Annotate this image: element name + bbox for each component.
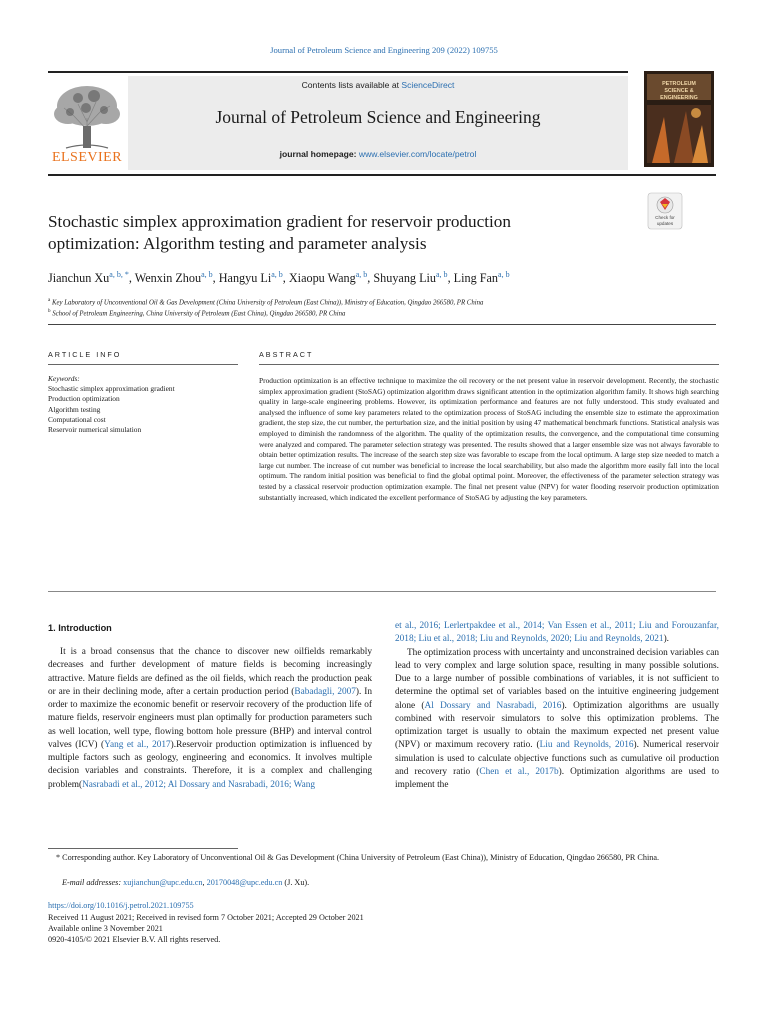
masthead-top-rule bbox=[48, 71, 628, 73]
citation-link[interactable]: et al., 2016; Lerlertpakdee et al., 2014; Van Essen et al., 2011; Liu and Forouzanfar, 2018; Liu et al., 2018; Liu and Reynolds, 2020; Liu and Reynolds, 2021 bbox=[395, 621, 719, 645]
check-updates-icon bbox=[644, 192, 686, 232]
abstract-text: Production optimization is an effective technique to maximize the oil recovery or the net present value in reservoir development. Recently, the stochastic simplex approximation gradient (StoSAG) optimization algorithm draws significant attention in the optimization algorithm family. It shows high searching quality in large-scale engineering problems. However, its optimization performance and features are not fully understood. This study evaluated and analysed the influence of some key parameters related to the optimization process of StoSAG including the ensemble size to estimate the approximation gradient, the step size, the cut number, the perturbation size, and the initial position by using 47 mathematical benchmark functions. Statistical analysis was employed to diminish the randomness of the algorithm. The quality of the optimization results, the convergence, and the computational time consuming were analyzed and compared. The parameter selection strategy was presented. The results showed that a larger ensemble size was not always favorable to obtain better optimization results. The increase of the search step size was favorable to escape from the local optimum. A large step size needed to match a large cut number. The increase of cut number was beneficial to increase the local searchability, but also made the algorithm more easily fall into the local optimum. The random initial position was beneficial to find the global optimal point. Moreover, the effectiveness of the parameter selection strategy was tested by a classical reservoir production optimization example. The final net present value (NPV) for water flooding reservoir production optimization substantially increased, which indicated the excellent performance of StoSAG by adjusting the key parameters. bbox=[259, 376, 719, 502]
intro-paragraph: It is a broad consensus that the chance to discover new oilfields remarkably decreases and further development of mature fields is becoming increasingly attractive. Mature fields are defined as the oil fields, which reach the production peak or are in their declining mode, after a certain production period (Babadagli, 2007). In order to maximize the economic benefit or reservoir recovery of the production life of mature fields, reservoir engineers must plan optimally for production parameters such as well location, well type, flowing bottom hole pressure (BHP) and interval control valves (ICV) (Yang et al., 2017).Reservoir production optimization is influenced by multiple factors such as geology, engineering and economics. It involves multiple decision variables and constraints. Therefore, it is a complex and challenging problem(Nasrabadi et al., 2012; Al Dossary and Nasrabadi, 2016; Wang bbox=[48, 647, 372, 790]
journal-cover-image[interactable] bbox=[644, 71, 714, 167]
intro-paragraph: et al., 2016; Lerlertpakdee et al., 2014; Van Essen et al., 2011; Liu and Forouzanfar, 2018; Liu et al., 2018; Liu and Reynolds, 2020; Liu and Reynolds, 2021). bbox=[395, 621, 719, 645]
keyword: Algorithm testing bbox=[48, 404, 101, 414]
citation-link[interactable]: Liu and Reynolds, 2016 bbox=[539, 740, 634, 751]
email-addresses: E-mail addresses: xujianchun@upc.edu.cn, 20170048@upc.edu.cn (J. Xu). bbox=[62, 878, 310, 887]
keywords-label: Keywords: bbox=[48, 374, 80, 383]
svg-text:Check for: Check for bbox=[655, 215, 675, 220]
email-link[interactable]: 20170048@upc.edu.cn bbox=[206, 878, 283, 887]
citation-link[interactable]: Babadagli, 2007 bbox=[294, 686, 356, 697]
author[interactable]: Jianchun Xu bbox=[48, 271, 110, 286]
body-divider bbox=[48, 591, 716, 592]
svg-text:PETROLEUM: PETROLEUM bbox=[662, 81, 696, 87]
article-history: Received 11 August 2021; Received in revised form 7 October 2021; Accepted 29 October 2021 bbox=[48, 913, 364, 922]
author-list: Jianchun $Xu^{a, b, *}$, Wenxin Zhou$^{a, b}$, Hangyu Li$^{a, b}$, Xiaopu Wang$^{a, b}$, Shuyang Liu$^{a, b}$, Ling Fan$^{a, b}$ bbox=[48, 270, 510, 286]
keyword: Production optimization bbox=[48, 394, 120, 404]
homepage-link[interactable]: www.elsevier.com/locate/petrol bbox=[358, 149, 477, 159]
intro-left-column bbox=[48, 646, 372, 792]
author[interactable]: Ling Fan bbox=[453, 271, 499, 286]
journal-masthead bbox=[128, 76, 628, 170]
check-for-updates-button[interactable] bbox=[644, 192, 686, 232]
affiliation-b: $^b$ School of Petroleum Engineering, China University of Petroleum (East China), Qingdao 266580, PR China bbox=[48, 309, 346, 318]
available-online: Available online 3 November 2021 bbox=[48, 924, 163, 933]
elsevier-wordmark: ELSEVIER bbox=[51, 150, 123, 165]
keyword: Reservoir numerical simulation bbox=[48, 425, 142, 435]
article-info-heading: ARTICLE INFO bbox=[48, 350, 122, 359]
svg-text:SCIENCE &: SCIENCE & bbox=[664, 88, 694, 94]
article-title: Stochastic simplex approximation gradient for reservoir production optimization: Algorithm testing and parameter analysis bbox=[48, 212, 511, 253]
copyright-notice: 0920-4105/© 2021 Elsevier B.V. All rights reserved. bbox=[48, 935, 221, 944]
contents-availability: Contents lists available at ScienceDirect bbox=[301, 80, 455, 90]
doi-link[interactable]: https://doi.org/10.1016/j.petrol.2021.109755 bbox=[48, 901, 194, 910]
running-header[interactable]: Journal of Petroleum Science and Engineering 209 (2022) 109755 bbox=[270, 45, 498, 55]
citation-link[interactable]: Yang et al., 2017 bbox=[104, 739, 171, 750]
journal-homepage: journal homepage: www.elsevier.com/locate/petrol bbox=[279, 149, 477, 159]
sciencedirect-link[interactable]: ScienceDirect bbox=[401, 80, 455, 90]
author[interactable]: Hangyu Li bbox=[218, 271, 272, 286]
corresponding-author-note: * Corresponding author. Key Laboratory of Unconventional Oil & Gas Development (China University of Petroleum (East China)), Ministry of Education, Qingdao 266580, PR China. bbox=[56, 853, 660, 862]
masthead-bottom-rule bbox=[48, 174, 716, 176]
keyword: Stochastic simplex approximation gradient bbox=[48, 384, 175, 394]
journal-title: Journal of Petroleum Science and Engineering bbox=[215, 107, 541, 127]
keyword: Computational cost bbox=[48, 414, 106, 424]
affiliation-a: $^a$ Key Laboratory of Unconventional Oil & Gas Development (China University of Petroleum (East China)), Ministry of Education, Qingdao 266580, PR China bbox=[48, 298, 484, 307]
author[interactable]: Wenxin Zhou bbox=[134, 271, 202, 286]
citation-link[interactable]: Nasrabadi et al., 2012; Al Dossary and Nasrabadi, 2016; Wang bbox=[82, 779, 316, 790]
author[interactable]: Xiaopu Wang bbox=[288, 271, 356, 286]
author[interactable]: Shuyang Liu bbox=[373, 271, 436, 286]
citation-link[interactable]: Chen et al., 2017b bbox=[479, 766, 559, 777]
footnote-rule bbox=[48, 848, 238, 849]
section-heading-introduction: 1. Introduction bbox=[48, 623, 112, 633]
abstract-heading: ABSTRACT bbox=[259, 350, 314, 359]
affiliation-divider bbox=[48, 324, 716, 325]
svg-text:ENGINEERING: ENGINEERING bbox=[660, 95, 698, 101]
email-link[interactable]: xujianchun@upc.edu.cn bbox=[123, 878, 203, 887]
intro-right-column bbox=[395, 620, 719, 792]
intro-paragraph: The optimization process with uncertainty and unconstrained decision variables can lead to very complex and large solution space, resulting in many possible solutions. Due to a large number of possible combinations of variables, it is not sufficient to determine the optimal set of variables based on the intuitive engineering judgement alone (Al Dossary and Nasrabadi, 2016). Optimization algorithms are usually combined with reservoir simulators to solve this optimization problems. The optimization target is usually to obtain the maximum expected net present value (NPV) or maximum recovery ratio. (Liu and Reynolds, 2016). Numerical reservoir simulation is used to calculate objective functions such as cumulative oil production and recovery ratio (Chen et al., 2017b). Optimization algorithms are used to implement the bbox=[395, 647, 720, 790]
citation-link[interactable]: Al Dossary and Nasrabadi, 2016 bbox=[424, 700, 562, 711]
svg-text:updates: updates bbox=[656, 221, 674, 226]
abstract-rule bbox=[259, 364, 719, 365]
keywords-block bbox=[48, 374, 238, 435]
article-info-rule bbox=[48, 364, 238, 365]
